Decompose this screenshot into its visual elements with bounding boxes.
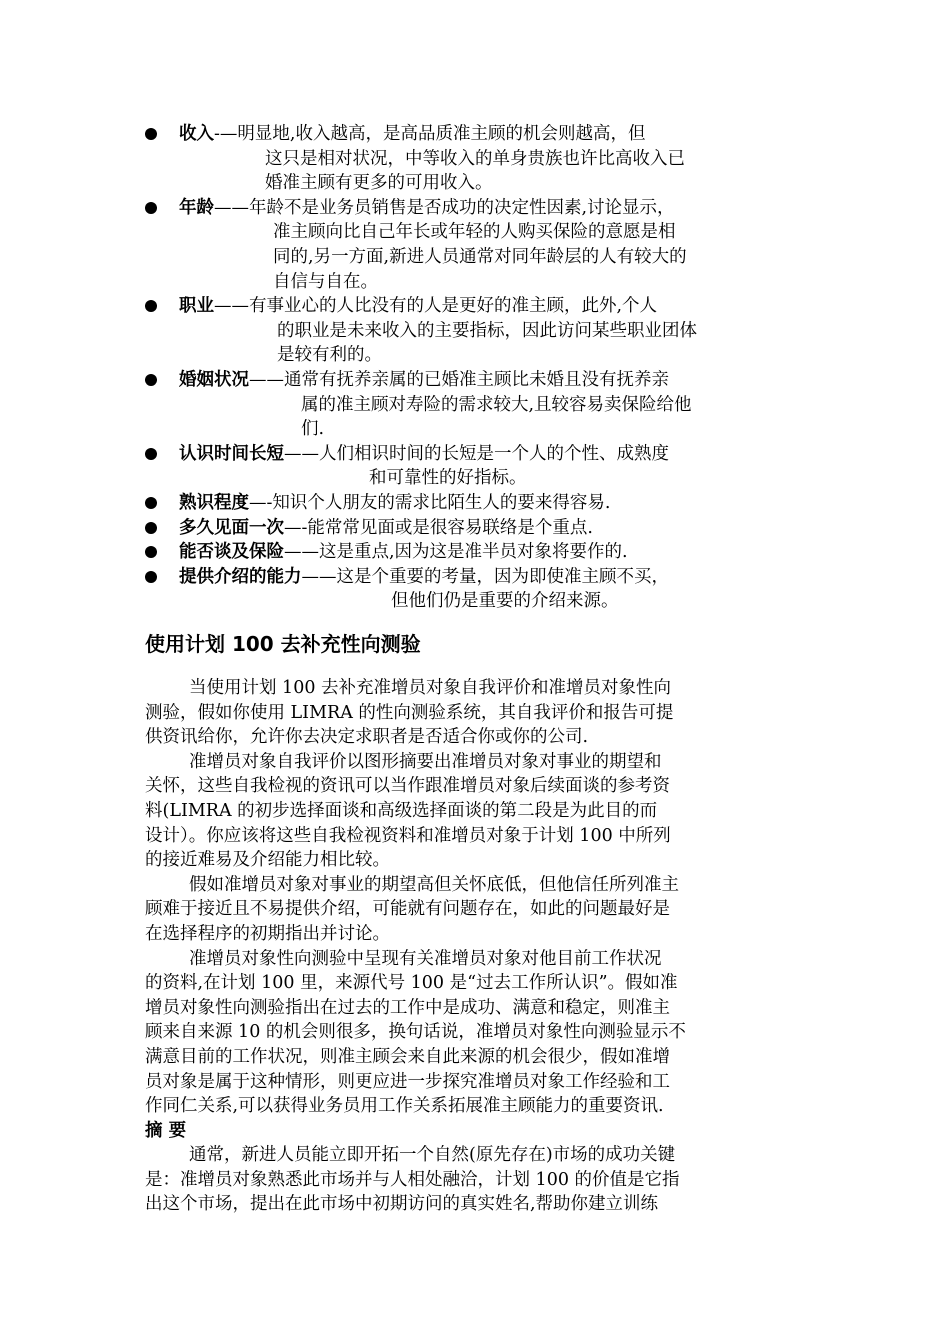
bullet-item-referral-ability: [145, 565, 815, 614]
section-heading: 使用计划 100 去补充性向测验: [145, 632, 421, 656]
bullet-continuation-line: 这只是相对状况，中等收入的单身贵族也许比高收入已: [265, 148, 685, 169]
paragraph-line: 的接近难易及介绍能力相比较。: [145, 850, 390, 871]
bullet-term: 年龄: [179, 197, 214, 218]
paragraph: [145, 947, 815, 1119]
paragraph-line: 通常，新进人员能立即开拓一个自然(原先存在)市场的成功关键: [189, 1145, 676, 1166]
bullet-dot-icon: [145, 546, 157, 558]
bullet-item-income: [145, 122, 815, 196]
bullet-term: 能否谈及保险: [179, 542, 284, 563]
bullet-continuation-line: 和可靠性的好指标。: [369, 468, 527, 489]
bullet-term: 多久见面一次: [179, 517, 284, 538]
paragraph-line: 员对象是属于这种情形，则更应进一步探究准增员对象工作经验和工: [145, 1071, 670, 1092]
bullet-dot-icon: [145, 374, 157, 386]
bullet-first-line: [179, 540, 815, 565]
bullet-text: ——这是重点,因为这是准半员对象将要作的.: [284, 542, 628, 563]
bullet-continuation-line: 属的准主顾对寿险的需求较大,且较容易卖保险给他: [301, 394, 692, 415]
bullet-dot-icon: [145, 497, 157, 509]
criteria-bullet-list: [145, 122, 815, 614]
bullet-item-acquaintance-length: [145, 442, 815, 491]
bullet-term: 婚姻状况: [179, 369, 249, 390]
bullet-term: 熟识程度: [179, 492, 249, 513]
bullet-dot-icon: [145, 128, 157, 140]
bullet-first-line: [179, 491, 815, 516]
bullet-item-age: [145, 196, 815, 294]
bullet-continuation-line: 但他们仍是重要的介绍来源。: [391, 591, 619, 612]
bullet-first-line: [179, 368, 815, 393]
bullet-item-occupation: [145, 294, 815, 368]
bullet-continuation-line: 自信与自在。: [273, 271, 378, 292]
body-text-block: [145, 676, 815, 1217]
paragraph-line: 出这个市场，提出在此市场中初期访问的真实姓名,帮助你建立训练: [145, 1194, 659, 1215]
bullet-first-line: [179, 196, 815, 221]
bullet-item-insurance-discussion: [145, 540, 815, 565]
bullet-continuation-line: 同的,另一方面,新进人员通常对同年龄层的人有较大的: [273, 246, 687, 267]
bullet-first-line: [179, 442, 815, 467]
bullet-item-marital-status: [145, 368, 815, 442]
paragraph: [145, 676, 815, 750]
bullet-dot-icon: [145, 448, 157, 460]
bullet-term: 认识时间长短: [179, 443, 284, 464]
paragraph-line: 假如准增员对象对事业的期望高但关怀底低，但他信任所列准主: [189, 874, 679, 895]
bullet-term: 提供介绍的能力: [179, 566, 302, 587]
bullet-text: ——通常有抚养亲属的已婚准主顾比未婚且没有抚养亲: [249, 369, 669, 390]
bullet-text: —-知识个人朋友的需求比陌生人的要来得容易.: [249, 492, 611, 513]
bullet-text: ——有事业心的人比没有的人是更好的准主顾，此外,个人: [214, 296, 658, 317]
bullet-first-line: [179, 565, 815, 590]
bullet-dot-icon: [145, 522, 157, 534]
paragraph-line: 顾来自来源 10 的机会则很多，换句话说，准增员对象性向测验显示不: [145, 1022, 686, 1043]
paragraph-line: 是：准增员对象熟悉此市场并与人相处融洽，计划 100 的价值是它指: [145, 1169, 680, 1190]
summary-heading: 摘 要: [145, 1120, 187, 1141]
paragraph-line: 准增员对象性向测验中呈现有关准增员对象对他目前工作状况: [189, 948, 662, 969]
bullet-continuation-line: 们.: [301, 419, 325, 440]
paragraph-line: 测验，假如你使用 LIMRA 的性向测验系统，其自我评价和报告可提: [145, 702, 674, 723]
paragraph-line: 满意目前的工作状况，则准主顾会来自此来源的机会很少，假如准增: [145, 1046, 670, 1067]
paragraph-line: 顾难于接近且不易提供介绍，可能就有问题存在，如此的问题最好是: [145, 899, 670, 920]
bullet-continuation-line: 准主顾向比自己年长或年轻的人购买保险的意愿是相: [273, 222, 676, 243]
bullet-term: 收入: [179, 124, 214, 144]
bullet-dot-icon: [145, 202, 157, 214]
paragraph-line: 关怀，这些自我检视的资讯可以当作跟准增员对象后续面谈的参考资: [145, 776, 670, 797]
paragraph-line: 准增员对象自我评价以图形摘要出准增员对象对事业的期望和: [189, 751, 662, 772]
bullet-text: ——年龄不是业务员销售是否成功的决定性因素,讨论显示，: [214, 197, 675, 218]
bullet-first-line: [179, 294, 815, 319]
bullet-first-line: [179, 122, 815, 147]
bullet-item-meeting-frequency: [145, 516, 815, 541]
paragraph-line: 增员对象性向测验指出在过去的工作中是成功、满意和稳定，则准主: [145, 997, 670, 1018]
bullet-text: —-能常常见面或是很容易联络是个重点.: [284, 517, 593, 538]
paragraph: [145, 750, 815, 873]
bullet-continuation-line: 的职业是未来收入的主要指标，因此访问某些职业团体: [277, 320, 697, 341]
bullet-term: 职业: [179, 296, 214, 317]
bullet-text: ——这是个重要的考量，因为即使准主顾不买，: [301, 566, 669, 587]
summary-paragraph: [145, 1143, 815, 1217]
bullet-first-line: [179, 516, 815, 541]
bullet-continuation-line: 是较有利的。: [277, 345, 382, 366]
paragraph: [145, 873, 815, 947]
bullet-continuation-line: 婚准主顾有更多的可用收入。: [265, 173, 493, 194]
paragraph-line: 作同仁关系,可以获得业务员用工作关系拓展准主顾能力的重要资讯.: [145, 1096, 664, 1117]
paragraph-line: 的资料,在计划 100 里，来源代号 100 是“过去工作所认识”。假如准: [145, 973, 678, 994]
bullet-text: ——人们相识时间的长短是一个人的个性、成熟度: [284, 443, 669, 464]
paragraph-line: 料(LIMRA 的初步选择面谈和高级选择面谈的第二段是为此目的而: [145, 800, 658, 821]
bullet-text: -—明显地,收入越高，是高品质准主顾的机会则越高，但: [214, 124, 646, 144]
bullet-dot-icon: [145, 571, 157, 583]
paragraph-line: 当使用计划 100 去补充准增员对象自我评价和准增员对象性向: [189, 678, 672, 698]
paragraph-line: 供资讯给你，允许你去决定求职者是否适合你或你的公司.: [145, 727, 589, 748]
paragraph-line: 在选择程序的初期指出并讨论。: [145, 923, 390, 944]
bullet-dot-icon: [145, 300, 157, 312]
bullet-item-familiarity: [145, 491, 815, 516]
paragraph-line: 设计）。你应该将这些自我检视资料和准增员对象于计划 100 中所列: [145, 825, 671, 846]
